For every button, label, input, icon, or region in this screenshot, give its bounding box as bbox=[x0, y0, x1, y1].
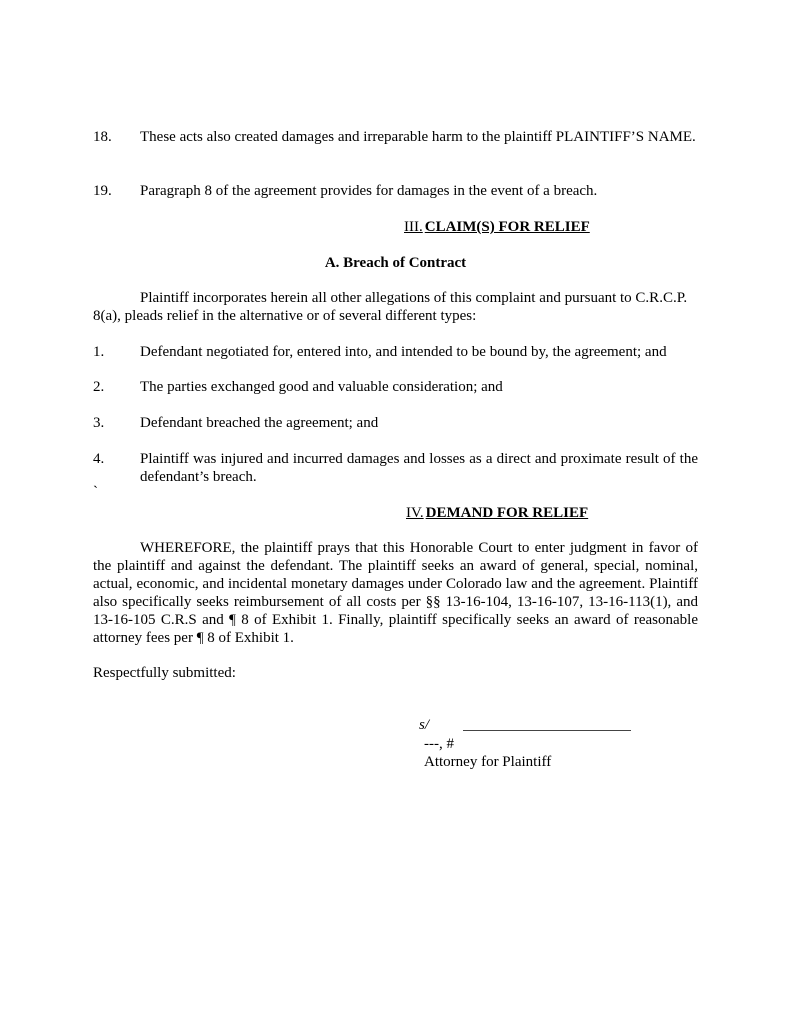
attorney-number: ---, # bbox=[424, 736, 454, 752]
paragraph-text: Paragraph 8 of the agreement provides for damages in the event of a breach. bbox=[140, 183, 598, 199]
section-numeral: III. bbox=[404, 219, 423, 235]
stray-mark: ` bbox=[93, 484, 98, 500]
list-item bbox=[93, 378, 698, 396]
list-item-number: 2. bbox=[93, 379, 105, 395]
list-item-number: 4. bbox=[93, 451, 105, 467]
section-heading-demand bbox=[406, 504, 588, 522]
paragraph-text: These acts also created damages and irreparable harm to the plaintiff PLAINTIFF’S NAME. bbox=[140, 129, 696, 145]
attorney-block bbox=[424, 735, 551, 771]
section-title: CLAIM(S) FOR RELIEF bbox=[424, 219, 590, 235]
attorney-role: Attorney for Plaintiff bbox=[424, 754, 552, 770]
paragraph-18 bbox=[93, 128, 698, 146]
demand-paragraph: WHEREFORE, the plaintiff prays that this Honorable Court to enter judgment in favor of the plaintiff and against the defendant. The plaintiff seeks an award of general, special, nominal, actual, economic, and incidental monetary damages under Colorado law and the agreement. Plaintiff also specifically seeks reimbursement of all costs per §§ 13-16-104, 13-16-107, 13-16-113(1), and 13-16-105 C.R.S and ¶ 8 of Exhibit 1. Finally, plaintiff specifically seeks an award of reasonable attorney fees per ¶ 8 of Exhibit 1. bbox=[93, 540, 698, 646]
section-heading-claims bbox=[404, 218, 590, 236]
list-item bbox=[93, 414, 698, 432]
list-item-text: Defendant negotiated for, entered into, and intended to be bound by, the agreement; and bbox=[140, 344, 667, 360]
list-item-text: The parties exchanged good and valuable consideration; and bbox=[140, 379, 503, 395]
list-item bbox=[93, 343, 698, 361]
subheading-breach-of-contract: A. Breach of Contract bbox=[324, 255, 467, 271]
list-item-text: Plaintiff was injured and incurred damages and losses as a direct and proximate result of the defendant’s breach. bbox=[140, 451, 698, 485]
list-item-number: 1. bbox=[93, 344, 105, 360]
paragraph-number: 19. bbox=[93, 183, 112, 199]
section-title: DEMAND FOR RELIEF bbox=[425, 505, 589, 521]
list-item-text: Defendant breached the agreement; and bbox=[140, 415, 379, 431]
list-item bbox=[93, 450, 698, 486]
closing-respectfully: Respectfully submitted: bbox=[93, 665, 236, 681]
signature-line bbox=[463, 730, 631, 731]
paragraph-19 bbox=[93, 182, 698, 200]
signature-prefix: s/ bbox=[419, 717, 430, 733]
paragraph-number: 18. bbox=[93, 129, 112, 145]
list-item-number: 3. bbox=[93, 415, 105, 431]
claims-intro-paragraph: Plaintiff incorporates herein all other allegations of this complaint and pursuant to C.R.C.P. 8(a), pleads relief in the alternative or of several different types: bbox=[93, 290, 688, 324]
section-numeral: IV. bbox=[406, 505, 424, 521]
